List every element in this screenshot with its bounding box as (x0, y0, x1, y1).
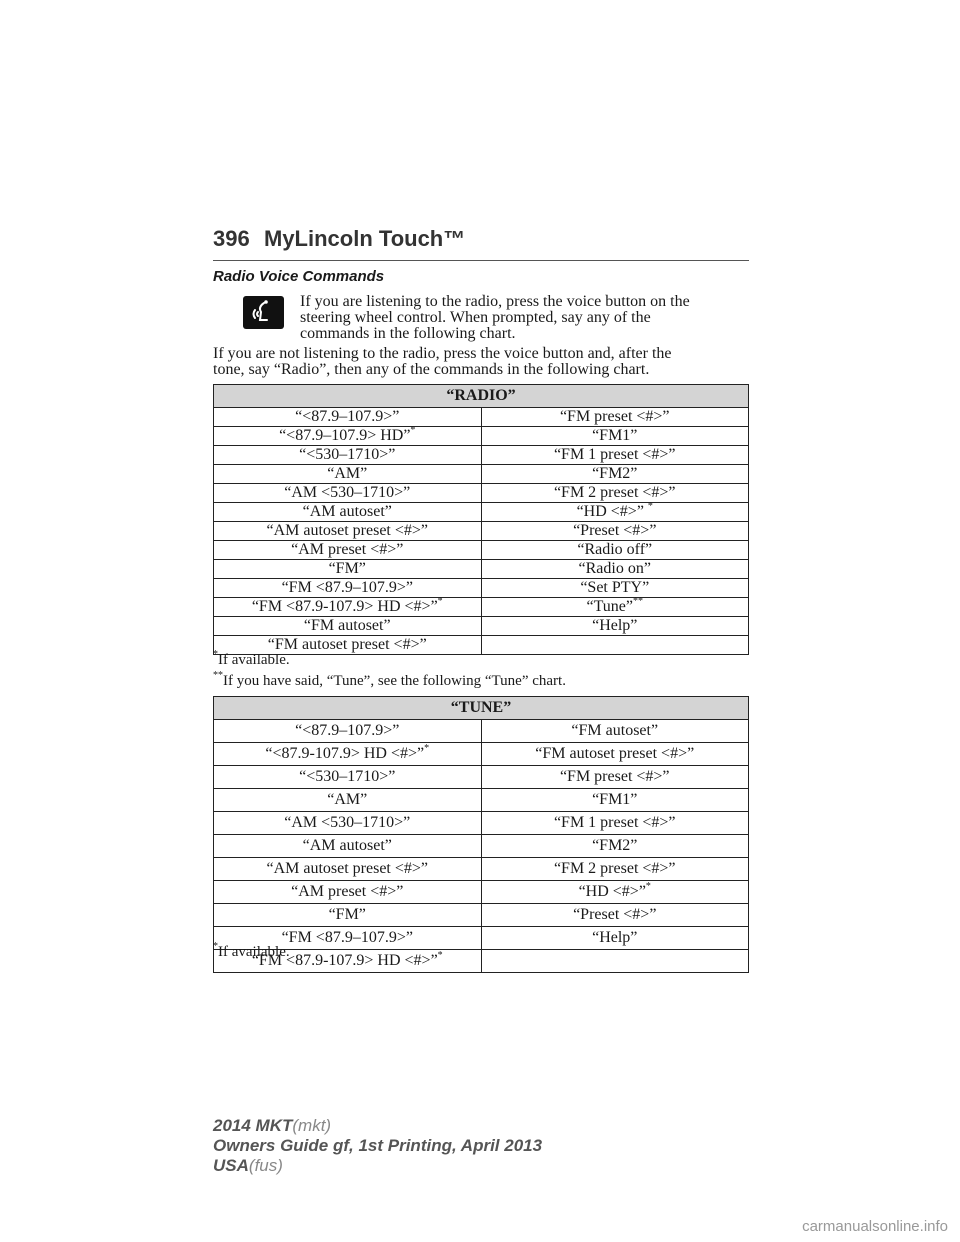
intro-line: commands in the following chart. (300, 325, 516, 342)
radio-footnote-2 (213, 670, 566, 690)
footnote-mark: ** (633, 596, 643, 607)
table-cell (481, 465, 749, 484)
command-text: “Help” (592, 929, 638, 946)
table-row (214, 812, 749, 835)
command-text: “FM 1 preset <#>” (553, 446, 676, 463)
table-cell (214, 881, 482, 904)
command-text: “FM <87.9-107.9> HD <#>” (251, 598, 438, 615)
command-text: “FM autoset preset <#>” (535, 745, 695, 762)
command-text: “FM <87.9-107.9> HD <#>” (251, 952, 438, 969)
table-cell (214, 484, 482, 503)
table-cell (481, 789, 749, 812)
table-row (214, 743, 749, 766)
table-row (214, 560, 749, 579)
table-cell (481, 881, 749, 904)
table-row (214, 541, 749, 560)
table-row (214, 446, 749, 465)
table-cell (214, 579, 482, 598)
command-text: “HD <#>” (578, 883, 646, 900)
not-listening-paragraph (213, 346, 672, 378)
command-text: “HD <#>” (576, 503, 648, 520)
command-text: “AM” (327, 465, 368, 482)
table-cell (214, 835, 482, 858)
table-row (214, 904, 749, 927)
footnote-mark: * (410, 425, 416, 436)
footnote-text: If available. (218, 944, 290, 960)
table-cell (481, 503, 749, 522)
table-cell (214, 522, 482, 541)
command-text: “<530–1710>” (299, 768, 396, 785)
table-cell (481, 720, 749, 743)
watermark: carmanualsonline.info (802, 1218, 948, 1235)
table-row (214, 950, 749, 973)
footnote-text: If you have said, “Tune”, see the following “Tune” chart. (223, 673, 566, 689)
command-text: “AM <530–1710>” (284, 484, 411, 501)
command-text: “AM” (327, 791, 368, 808)
page-number: 396 (213, 226, 250, 251)
command-text: “<87.9–107.9> HD” (279, 427, 411, 444)
footer-line-1 (213, 1116, 542, 1136)
table-row (214, 927, 749, 950)
footnote-mark: * (213, 649, 218, 660)
command-text: “FM2” (592, 837, 638, 854)
table-cell (214, 503, 482, 522)
footer-line-2: Owners Guide gf, 1st Printing, April 2013 (213, 1136, 543, 1155)
table-row (214, 579, 749, 598)
table-cell (214, 720, 482, 743)
footer-line-3 (213, 1156, 542, 1176)
table-row (214, 720, 749, 743)
table-row (214, 598, 749, 617)
table-row (214, 408, 749, 427)
footnote-mark: ** (213, 670, 223, 681)
table-cell (214, 858, 482, 881)
table-cell (481, 858, 749, 881)
table-cell (214, 427, 482, 446)
footer-model: 2014 MKT (213, 1116, 293, 1135)
table-row (214, 484, 749, 503)
command-text: “AM autoset” (302, 503, 392, 520)
command-text: “AM preset <#>” (291, 883, 404, 900)
table-cell (481, 927, 749, 950)
table-cell (214, 812, 482, 835)
table-cell (481, 484, 749, 503)
footnote-mark: * (437, 950, 443, 961)
footer-region: USA (213, 1156, 249, 1175)
table-row (214, 766, 749, 789)
table-cell (481, 617, 749, 636)
table-cell (481, 812, 749, 835)
command-text: “FM” (328, 906, 366, 923)
page-header (213, 222, 749, 261)
table-row (214, 617, 749, 636)
command-text: “Radio off” (577, 541, 653, 558)
command-text: “FM 2 preset <#>” (553, 484, 676, 501)
table-row (214, 636, 749, 655)
command-text: “FM 2 preset <#>” (553, 860, 676, 877)
footnote-mark: * (213, 941, 218, 952)
table-cell (214, 904, 482, 927)
table-cell (214, 465, 482, 484)
footnote-mark: * (647, 501, 653, 512)
command-text: “Tune” (586, 598, 633, 615)
command-text: “Radio on” (578, 560, 651, 577)
table-row (214, 503, 749, 522)
intro-line: steering wheel control. When prompted, say any of the (300, 309, 651, 326)
footnote-mark: * (424, 743, 430, 754)
table-cell (481, 766, 749, 789)
radio-commands-table (213, 384, 749, 655)
table-cell (214, 789, 482, 812)
command-text: “FM1” (592, 791, 638, 808)
table-row (214, 858, 749, 881)
table-row (214, 465, 749, 484)
not-listening-line: If you are not listening to the radio, press the voice button and, after the (213, 345, 672, 362)
command-text: “FM 1 preset <#>” (553, 814, 676, 831)
intro-paragraph (300, 294, 690, 342)
footnote-mark: * (437, 596, 443, 607)
table-cell (214, 766, 482, 789)
table-row (214, 835, 749, 858)
tune-footnote-1 (213, 941, 290, 961)
command-text: “Help” (592, 617, 638, 634)
footer-model-code: (mkt) (292, 1116, 332, 1135)
footnote-text: If available. (218, 652, 290, 668)
table-cell (214, 446, 482, 465)
tune-commands-table (213, 696, 749, 973)
command-text: “FM <87.9–107.9>” (281, 929, 413, 946)
table-cell (214, 408, 482, 427)
radio-footnote-1 (213, 649, 290, 669)
table-row (214, 427, 749, 446)
table-cell (481, 598, 749, 617)
command-text: “FM autoset” (571, 722, 659, 739)
not-listening-line: tone, say “Radio”, then any of the commands in the following chart. (213, 361, 650, 378)
command-text: “<87.9–107.9>” (295, 722, 400, 739)
radio-table-heading: “RADIO” (214, 385, 749, 408)
command-text: “Preset <#>” (573, 522, 657, 539)
command-text: “Set PTY” (580, 579, 650, 596)
table-cell (481, 427, 749, 446)
table-cell (214, 598, 482, 617)
table-cell (481, 408, 749, 427)
command-text: “AM <530–1710>” (284, 814, 411, 831)
table-cell (481, 522, 749, 541)
table-cell (214, 541, 482, 560)
section-title: Radio Voice Commands (213, 268, 385, 285)
table-cell (481, 560, 749, 579)
command-text: “<87.9–107.9>” (295, 408, 400, 425)
footnote-mark: * (645, 881, 651, 892)
voice-button-icon (243, 296, 284, 329)
table-cell (481, 446, 749, 465)
command-text: “FM <87.9–107.9>” (281, 579, 413, 596)
command-text: “FM1” (592, 427, 638, 444)
table-cell (214, 617, 482, 636)
table-cell (214, 743, 482, 766)
command-text: “AM autoset preset <#>” (266, 522, 429, 539)
chapter-title: MyLincoln Touch™ (264, 226, 466, 251)
command-text: “FM” (328, 560, 366, 577)
command-text: “Preset <#>” (573, 906, 657, 923)
intro-line: If you are listening to the radio, press the voice button on the (300, 293, 690, 310)
table-cell (481, 835, 749, 858)
table-row (214, 881, 749, 904)
table-cell (214, 560, 482, 579)
table-row (214, 522, 749, 541)
table-cell (481, 950, 749, 973)
command-text: “FM2” (592, 465, 638, 482)
table-cell (481, 743, 749, 766)
command-text: “AM preset <#>” (291, 541, 404, 558)
command-text: “AM autoset preset <#>” (266, 860, 429, 877)
command-text: “<87.9-107.9> HD <#>” (265, 745, 425, 762)
command-text: “FM preset <#>” (559, 408, 670, 425)
command-text: “AM autoset” (302, 837, 392, 854)
command-text: “FM autoset” (303, 617, 391, 634)
table-cell (481, 636, 749, 655)
table-row (214, 789, 749, 812)
table-cell (481, 904, 749, 927)
table-cell (481, 541, 749, 560)
print-footer (213, 1116, 542, 1176)
command-text: “<530–1710>” (299, 446, 396, 463)
command-text: “FM preset <#>” (559, 768, 670, 785)
table-cell (481, 579, 749, 598)
tune-table-heading: “TUNE” (214, 697, 749, 720)
footer-region-code: (fus) (248, 1156, 283, 1175)
command-text: “FM autoset preset <#>” (267, 636, 427, 653)
